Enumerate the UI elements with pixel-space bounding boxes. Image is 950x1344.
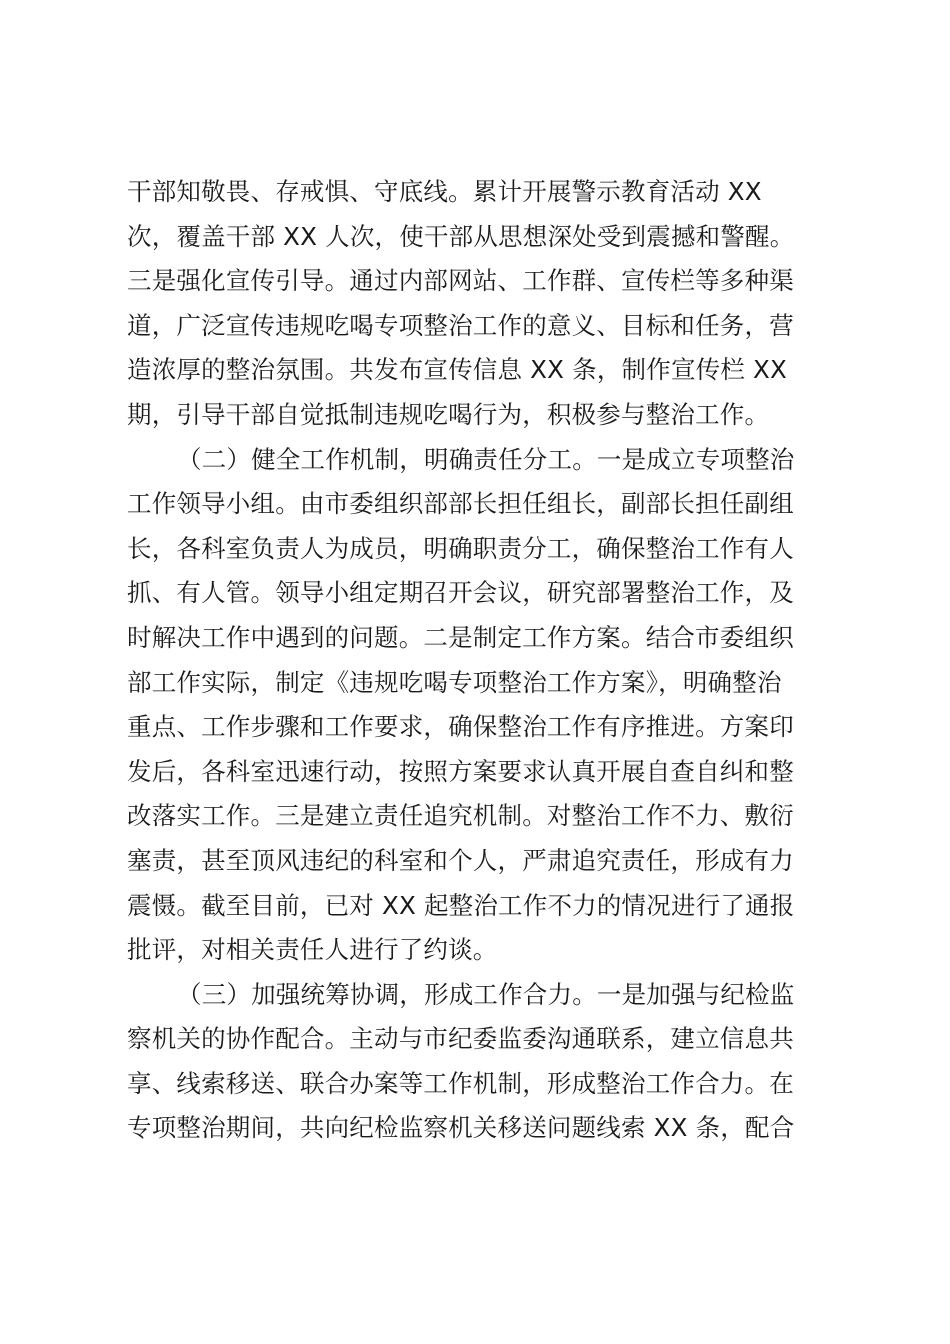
text-line: 干部知敬畏、存戒惧、守底线。累计开展警示教育活动 XX: [127, 177, 762, 206]
text-line: 三是强化宣传引导。通过内部网站、工作群、宣传栏等多种渠: [127, 266, 794, 296]
text-line: 发后，各科室迅速行动，按照方案要求认真开展自查自纠和整: [127, 756, 794, 786]
paragraph-first-line: （三）加强统筹协调，形成工作合力。一是加强与纪检监: [177, 979, 795, 1009]
text-line: 改落实工作。三是建立责任追究机制。对整治工作不力、敷衍: [127, 801, 794, 831]
text-line: 震慑。截至目前，已对 XX 起整治工作不力的情况进行了通报: [127, 890, 795, 920]
text-line: 部工作实际，制定《违规吃喝专项整治工作方案》，明确整治: [127, 667, 782, 697]
text-line: 长，各科室负责人为成员，明确职责分工，确保整治工作有人: [127, 533, 794, 563]
text-line: 期，引导干部自觉抵制违规吃喝行为，积极参与整治工作。: [127, 399, 770, 429]
text-line: 抓、有人管。领导小组定期召开会议，研究部署整治工作，及: [127, 578, 794, 608]
text-line: 工作领导小组。由市委组织部部长担任组长，副部长担任副组: [127, 489, 794, 519]
paragraph-first-line: （二）健全工作机制，明确责任分工。一是成立专项整治: [177, 444, 795, 474]
document-body: [127, 170, 827, 1151]
text-line: 察机关的协作配合。主动与市纪委监委沟通联系，建立信息共: [127, 1024, 794, 1054]
text-line: 造浓厚的整治氛围。共发布宣传信息 XX 条，制作宣传栏 XX: [127, 355, 787, 385]
text-line: 塞责，甚至顶风违纪的科室和个人，严肃追究责任，形成有力: [127, 845, 794, 875]
text-line: 重点、工作步骤和工作要求，确保整治工作有序推进。方案印: [127, 712, 794, 742]
text-line: 专项整治期间，共向纪检监察机关移送问题线索 XX 条，配合: [127, 1113, 795, 1143]
text-line: 道，广泛宣传违规吃喝专项整治工作的意义、目标和任务，营: [127, 310, 794, 340]
text-line: 时解决工作中遇到的问题。二是制定工作方案。结合市委组织: [127, 622, 794, 652]
text-line: 享、线索移送、联合办案等工作机制，形成整治工作合力。在: [127, 1068, 794, 1098]
text-line: 批评，对相关责任人进行了约谈。: [127, 935, 498, 965]
text-line: 次，覆盖干部 XX 人次，使干部从思想深处受到震撼和警醒。: [127, 221, 795, 251]
